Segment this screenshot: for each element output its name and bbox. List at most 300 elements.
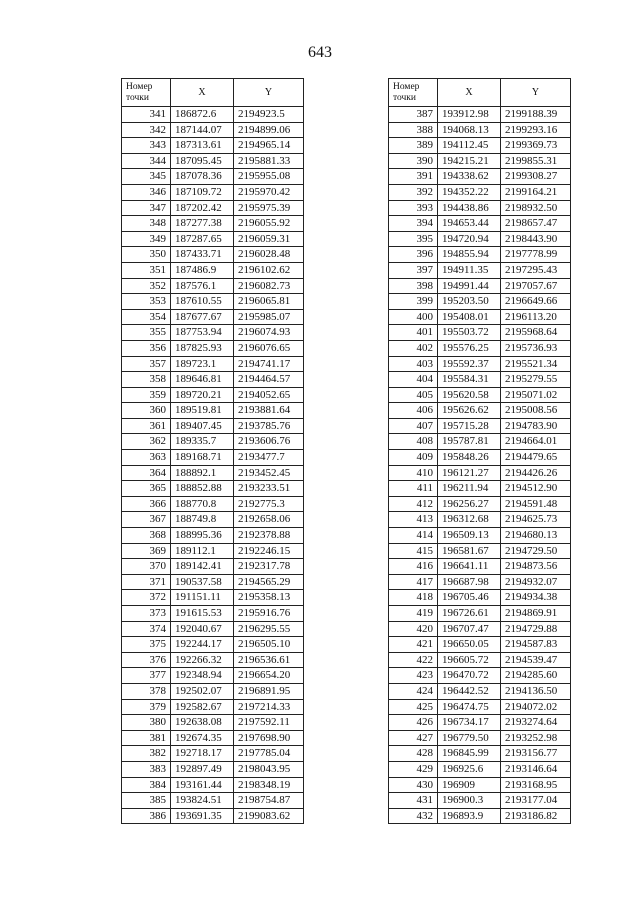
point-number-cell: 430 (389, 777, 438, 793)
table-row (389, 606, 571, 622)
point-number-cell: 417 (389, 574, 438, 590)
table-row (122, 107, 304, 123)
table-row (389, 216, 571, 232)
table-row (122, 153, 304, 169)
x-coordinate-cell: 194438.86 (438, 200, 501, 216)
table-row (122, 606, 304, 622)
x-coordinate-cell: 196442.52 (438, 683, 501, 699)
y-coordinate-cell: 2196059.31 (234, 231, 304, 247)
table-row (122, 278, 304, 294)
table-row (122, 652, 304, 668)
y-coordinate-cell: 2194934.38 (501, 590, 571, 606)
point-number-cell: 392 (389, 184, 438, 200)
table-row (122, 808, 304, 824)
x-coordinate-cell: 196687.98 (438, 574, 501, 590)
table-row (389, 403, 571, 419)
table-row (122, 512, 304, 528)
y-coordinate-cell: 2197214.33 (234, 699, 304, 715)
y-coordinate-cell: 2197698.90 (234, 730, 304, 746)
point-number-cell: 370 (122, 559, 171, 575)
x-coordinate-cell: 196312.68 (438, 512, 501, 528)
point-number-cell: 355 (122, 325, 171, 341)
x-coordinate-cell: 189335.7 (171, 434, 234, 450)
point-number-cell: 418 (389, 590, 438, 606)
table-row (122, 481, 304, 497)
point-number-cell: 422 (389, 652, 438, 668)
x-coordinate-cell: 194352.22 (438, 184, 501, 200)
table-row (389, 356, 571, 372)
x-coordinate-cell: 195203.50 (438, 294, 501, 310)
y-coordinate-cell: 2194285.60 (501, 668, 571, 684)
x-coordinate-cell: 194653.44 (438, 216, 501, 232)
point-number-cell: 364 (122, 465, 171, 481)
point-number-cell: 429 (389, 761, 438, 777)
table-row (389, 808, 571, 824)
x-coordinate-cell: 188770.8 (171, 496, 234, 512)
table-row (122, 325, 304, 341)
y-coordinate-cell: 2193881.64 (234, 403, 304, 419)
table-row (389, 107, 571, 123)
x-coordinate-cell: 194338.62 (438, 169, 501, 185)
x-coordinate-cell: 196734.17 (438, 715, 501, 731)
y-coordinate-cell: 2193274.64 (501, 715, 571, 731)
table-row (122, 434, 304, 450)
table-row (389, 793, 571, 809)
point-number-cell: 369 (122, 543, 171, 559)
x-coordinate-cell: 196900.3 (438, 793, 501, 809)
x-coordinate-cell: 187313.61 (171, 138, 234, 154)
x-coordinate-cell: 194215.21 (438, 153, 501, 169)
x-coordinate-cell: 187277.38 (171, 216, 234, 232)
x-coordinate-cell: 195787.81 (438, 434, 501, 450)
point-number-cell: 354 (122, 309, 171, 325)
table-row (389, 574, 571, 590)
table-row (122, 356, 304, 372)
y-coordinate-cell: 2194965.14 (234, 138, 304, 154)
table-row (389, 450, 571, 466)
x-coordinate-cell: 192502.07 (171, 683, 234, 699)
table-row (389, 387, 571, 403)
x-coordinate-cell: 187576.1 (171, 278, 234, 294)
y-coordinate-cell: 2194587.83 (501, 637, 571, 653)
point-number-cell: 362 (122, 434, 171, 450)
header-y: Y (234, 79, 304, 107)
table-row (122, 761, 304, 777)
x-coordinate-cell: 196909 (438, 777, 501, 793)
x-coordinate-cell: 189112.1 (171, 543, 234, 559)
y-coordinate-cell: 2196055.92 (234, 216, 304, 232)
y-coordinate-cell: 2195970.42 (234, 184, 304, 200)
y-coordinate-cell: 2198932.50 (501, 200, 571, 216)
point-number-cell: 407 (389, 418, 438, 434)
point-number-cell: 399 (389, 294, 438, 310)
point-number-cell: 341 (122, 107, 171, 123)
x-coordinate-cell: 187287.65 (171, 231, 234, 247)
table-row (389, 637, 571, 653)
point-number-cell: 404 (389, 372, 438, 388)
y-coordinate-cell: 2198657.47 (501, 216, 571, 232)
x-coordinate-cell: 187610.55 (171, 294, 234, 310)
header-point-number: Номер точки (122, 79, 171, 107)
table-row (389, 496, 571, 512)
x-coordinate-cell: 192718.17 (171, 746, 234, 762)
point-number-cell: 385 (122, 793, 171, 809)
point-number-cell: 420 (389, 621, 438, 637)
y-coordinate-cell: 2196102.62 (234, 262, 304, 278)
y-coordinate-cell: 2193177.04 (501, 793, 571, 809)
y-coordinate-cell: 2197785.04 (234, 746, 304, 762)
y-coordinate-cell: 2196891.95 (234, 683, 304, 699)
y-coordinate-cell: 2194664.01 (501, 434, 571, 450)
table-row (389, 543, 571, 559)
point-number-cell: 357 (122, 356, 171, 372)
x-coordinate-cell: 193912.98 (438, 107, 501, 123)
point-number-cell: 424 (389, 683, 438, 699)
y-coordinate-cell: 2194625.73 (501, 512, 571, 528)
table-row (389, 434, 571, 450)
x-coordinate-cell: 189407.45 (171, 418, 234, 434)
table-row (122, 590, 304, 606)
x-coordinate-cell: 195584.31 (438, 372, 501, 388)
table-row (389, 683, 571, 699)
x-coordinate-cell: 196509.13 (438, 528, 501, 544)
table-row (122, 231, 304, 247)
table-row (122, 543, 304, 559)
x-coordinate-cell: 196256.27 (438, 496, 501, 512)
y-coordinate-cell: 2196113.20 (501, 309, 571, 325)
point-number-cell: 353 (122, 294, 171, 310)
table-row (122, 559, 304, 575)
table-row (389, 309, 571, 325)
y-coordinate-cell: 2199083.62 (234, 808, 304, 824)
y-coordinate-cell: 2196505.10 (234, 637, 304, 653)
point-number-cell: 345 (122, 169, 171, 185)
table-row (122, 184, 304, 200)
y-coordinate-cell: 2192775.3 (234, 496, 304, 512)
y-coordinate-cell: 2193156.77 (501, 746, 571, 762)
x-coordinate-cell: 196641.11 (438, 559, 501, 575)
x-coordinate-cell: 192638.08 (171, 715, 234, 731)
table-row (389, 746, 571, 762)
y-coordinate-cell: 2198754.87 (234, 793, 304, 809)
point-number-cell: 376 (122, 652, 171, 668)
y-coordinate-cell: 2194729.50 (501, 543, 571, 559)
table-row (122, 715, 304, 731)
y-coordinate-cell: 2199855.31 (501, 153, 571, 169)
x-coordinate-cell: 194911.35 (438, 262, 501, 278)
table-row (389, 481, 571, 497)
table-row (122, 777, 304, 793)
x-coordinate-cell: 192582.67 (171, 699, 234, 715)
table-row (389, 777, 571, 793)
x-coordinate-cell: 195848.26 (438, 450, 501, 466)
y-coordinate-cell: 2198348.19 (234, 777, 304, 793)
x-coordinate-cell: 192348.94 (171, 668, 234, 684)
x-coordinate-cell: 188852.88 (171, 481, 234, 497)
point-number-cell: 386 (122, 808, 171, 824)
table-row (122, 216, 304, 232)
x-coordinate-cell: 193824.51 (171, 793, 234, 809)
point-number-cell: 387 (389, 107, 438, 123)
y-coordinate-cell: 2193168.95 (501, 777, 571, 793)
table-row (122, 372, 304, 388)
table-row (389, 559, 571, 575)
x-coordinate-cell: 195715.28 (438, 418, 501, 434)
y-coordinate-cell: 2194512.90 (501, 481, 571, 497)
y-coordinate-cell: 2195955.08 (234, 169, 304, 185)
x-coordinate-cell: 194991.44 (438, 278, 501, 294)
table-row (122, 309, 304, 325)
table-row (389, 715, 571, 731)
x-coordinate-cell: 195626.62 (438, 403, 501, 419)
y-coordinate-cell: 2196654.20 (234, 668, 304, 684)
point-number-cell: 348 (122, 216, 171, 232)
y-coordinate-cell: 2192378.88 (234, 528, 304, 544)
point-number-cell: 356 (122, 340, 171, 356)
y-coordinate-cell: 2198043.95 (234, 761, 304, 777)
table-row (389, 418, 571, 434)
point-number-cell: 427 (389, 730, 438, 746)
table-row (389, 528, 571, 544)
x-coordinate-cell: 189720.21 (171, 387, 234, 403)
y-coordinate-cell: 2198443.90 (501, 231, 571, 247)
table-row (389, 278, 571, 294)
table-row (389, 200, 571, 216)
y-coordinate-cell: 2195279.55 (501, 372, 571, 388)
point-number-cell: 405 (389, 387, 438, 403)
table-row (122, 122, 304, 138)
x-coordinate-cell: 196726.61 (438, 606, 501, 622)
table-body-left (122, 107, 304, 824)
x-coordinate-cell: 192674.35 (171, 730, 234, 746)
point-number-cell: 397 (389, 262, 438, 278)
point-number-cell: 401 (389, 325, 438, 341)
header-x: X (171, 79, 234, 107)
y-coordinate-cell: 2193252.98 (501, 730, 571, 746)
point-number-cell: 363 (122, 450, 171, 466)
table-row (389, 262, 571, 278)
table-header-row (389, 79, 571, 107)
point-number-cell: 371 (122, 574, 171, 590)
table-row (122, 496, 304, 512)
y-coordinate-cell: 2197592.11 (234, 715, 304, 731)
y-coordinate-cell: 2194873.56 (501, 559, 571, 575)
table-row (122, 138, 304, 154)
table-row (122, 200, 304, 216)
point-number-cell: 421 (389, 637, 438, 653)
table-row (122, 793, 304, 809)
table-row (122, 340, 304, 356)
point-number-cell: 379 (122, 699, 171, 715)
table-row (389, 372, 571, 388)
y-coordinate-cell: 2194136.50 (501, 683, 571, 699)
y-coordinate-cell: 2199308.27 (501, 169, 571, 185)
coordinates-table-right (388, 78, 571, 824)
x-coordinate-cell: 195408.01 (438, 309, 501, 325)
point-number-cell: 346 (122, 184, 171, 200)
x-coordinate-cell: 188892.1 (171, 465, 234, 481)
x-coordinate-cell: 191615.53 (171, 606, 234, 622)
table-row (389, 169, 571, 185)
point-number-cell: 373 (122, 606, 171, 622)
point-number-cell: 367 (122, 512, 171, 528)
y-coordinate-cell: 2194539.47 (501, 652, 571, 668)
x-coordinate-cell: 195503.72 (438, 325, 501, 341)
x-coordinate-cell: 188995.36 (171, 528, 234, 544)
y-coordinate-cell: 2194680.13 (501, 528, 571, 544)
point-number-cell: 400 (389, 309, 438, 325)
x-coordinate-cell: 195592.37 (438, 356, 501, 372)
point-number-cell: 375 (122, 637, 171, 653)
y-coordinate-cell: 2194729.88 (501, 621, 571, 637)
x-coordinate-cell: 192897.49 (171, 761, 234, 777)
table-body-right (389, 107, 571, 824)
y-coordinate-cell: 2193186.82 (501, 808, 571, 824)
x-coordinate-cell: 194112.45 (438, 138, 501, 154)
point-number-cell: 395 (389, 231, 438, 247)
x-coordinate-cell: 187095.45 (171, 153, 234, 169)
y-coordinate-cell: 2199188.39 (501, 107, 571, 123)
point-number-cell: 394 (389, 216, 438, 232)
x-coordinate-cell: 191151.11 (171, 590, 234, 606)
table-row (122, 450, 304, 466)
y-coordinate-cell: 2192317.78 (234, 559, 304, 575)
x-coordinate-cell: 193161.44 (171, 777, 234, 793)
point-number-cell: 410 (389, 465, 438, 481)
point-number-cell: 361 (122, 418, 171, 434)
x-coordinate-cell: 196925.6 (438, 761, 501, 777)
x-coordinate-cell: 186872.6 (171, 107, 234, 123)
x-coordinate-cell: 192266.32 (171, 652, 234, 668)
table-row (122, 387, 304, 403)
y-coordinate-cell: 2197295.43 (501, 262, 571, 278)
x-coordinate-cell: 196121.27 (438, 465, 501, 481)
point-number-cell: 388 (389, 122, 438, 138)
x-coordinate-cell: 196893.9 (438, 808, 501, 824)
y-coordinate-cell: 2196295.55 (234, 621, 304, 637)
x-coordinate-cell: 187433.71 (171, 247, 234, 263)
y-coordinate-cell: 2195736.93 (501, 340, 571, 356)
x-coordinate-cell: 196705.46 (438, 590, 501, 606)
point-number-cell: 428 (389, 746, 438, 762)
x-coordinate-cell: 196581.67 (438, 543, 501, 559)
x-coordinate-cell: 187753.94 (171, 325, 234, 341)
point-number-cell: 419 (389, 606, 438, 622)
point-number-cell: 377 (122, 668, 171, 684)
point-number-cell: 406 (389, 403, 438, 419)
x-coordinate-cell: 196470.72 (438, 668, 501, 684)
table-row (122, 574, 304, 590)
point-number-cell: 360 (122, 403, 171, 419)
point-number-cell: 342 (122, 122, 171, 138)
point-number-cell: 366 (122, 496, 171, 512)
table-row (122, 683, 304, 699)
table-row (389, 699, 571, 715)
point-number-cell: 425 (389, 699, 438, 715)
table-row (389, 621, 571, 637)
x-coordinate-cell: 196211.94 (438, 481, 501, 497)
x-coordinate-cell: 187486.9 (171, 262, 234, 278)
x-coordinate-cell: 196779.50 (438, 730, 501, 746)
header-point-number: Номер точки (389, 79, 438, 107)
x-coordinate-cell: 196474.75 (438, 699, 501, 715)
x-coordinate-cell: 187078.36 (171, 169, 234, 185)
point-number-cell: 414 (389, 528, 438, 544)
x-coordinate-cell: 187144.07 (171, 122, 234, 138)
table-header-row (122, 79, 304, 107)
y-coordinate-cell: 2194923.5 (234, 107, 304, 123)
x-coordinate-cell: 187109.72 (171, 184, 234, 200)
x-coordinate-cell: 189723.1 (171, 356, 234, 372)
point-number-cell: 412 (389, 496, 438, 512)
y-coordinate-cell: 2195916.76 (234, 606, 304, 622)
y-coordinate-cell: 2194591.48 (501, 496, 571, 512)
table-row (122, 621, 304, 637)
table-row (122, 699, 304, 715)
point-number-cell: 347 (122, 200, 171, 216)
point-number-cell: 349 (122, 231, 171, 247)
y-coordinate-cell: 2194869.91 (501, 606, 571, 622)
y-coordinate-cell: 2194932.07 (501, 574, 571, 590)
table-row (389, 325, 571, 341)
y-coordinate-cell: 2195008.56 (501, 403, 571, 419)
y-coordinate-cell: 2192246.15 (234, 543, 304, 559)
point-number-cell: 368 (122, 528, 171, 544)
point-number-cell: 380 (122, 715, 171, 731)
point-number-cell: 381 (122, 730, 171, 746)
table-row (389, 730, 571, 746)
table-row (389, 122, 571, 138)
x-coordinate-cell: 189519.81 (171, 403, 234, 419)
table-row (122, 528, 304, 544)
table-row (389, 184, 571, 200)
table-row (389, 231, 571, 247)
point-number-cell: 365 (122, 481, 171, 497)
y-coordinate-cell: 2196076.65 (234, 340, 304, 356)
y-coordinate-cell: 2194565.29 (234, 574, 304, 590)
x-coordinate-cell: 196845.99 (438, 746, 501, 762)
table-row (122, 465, 304, 481)
y-coordinate-cell: 2193785.76 (234, 418, 304, 434)
x-coordinate-cell: 190537.58 (171, 574, 234, 590)
table-row (122, 262, 304, 278)
y-coordinate-cell: 2194426.26 (501, 465, 571, 481)
x-coordinate-cell: 192244.17 (171, 637, 234, 653)
x-coordinate-cell: 196707.47 (438, 621, 501, 637)
point-number-cell: 350 (122, 247, 171, 263)
header-y: Y (501, 79, 571, 107)
point-number-cell: 393 (389, 200, 438, 216)
y-coordinate-cell: 2193606.76 (234, 434, 304, 450)
y-coordinate-cell: 2195358.13 (234, 590, 304, 606)
y-coordinate-cell: 2199369.73 (501, 138, 571, 154)
point-number-cell: 359 (122, 387, 171, 403)
table-row (389, 652, 571, 668)
point-number-cell: 372 (122, 590, 171, 606)
y-coordinate-cell: 2194464.57 (234, 372, 304, 388)
table-row (122, 668, 304, 684)
table-row (389, 294, 571, 310)
y-coordinate-cell: 2195071.02 (501, 387, 571, 403)
table-row (389, 247, 571, 263)
table-row (122, 418, 304, 434)
point-number-cell: 390 (389, 153, 438, 169)
point-number-cell: 402 (389, 340, 438, 356)
point-number-cell: 398 (389, 278, 438, 294)
x-coordinate-cell: 193691.35 (171, 808, 234, 824)
page-number: 643 (308, 44, 332, 61)
y-coordinate-cell: 2193146.64 (501, 761, 571, 777)
